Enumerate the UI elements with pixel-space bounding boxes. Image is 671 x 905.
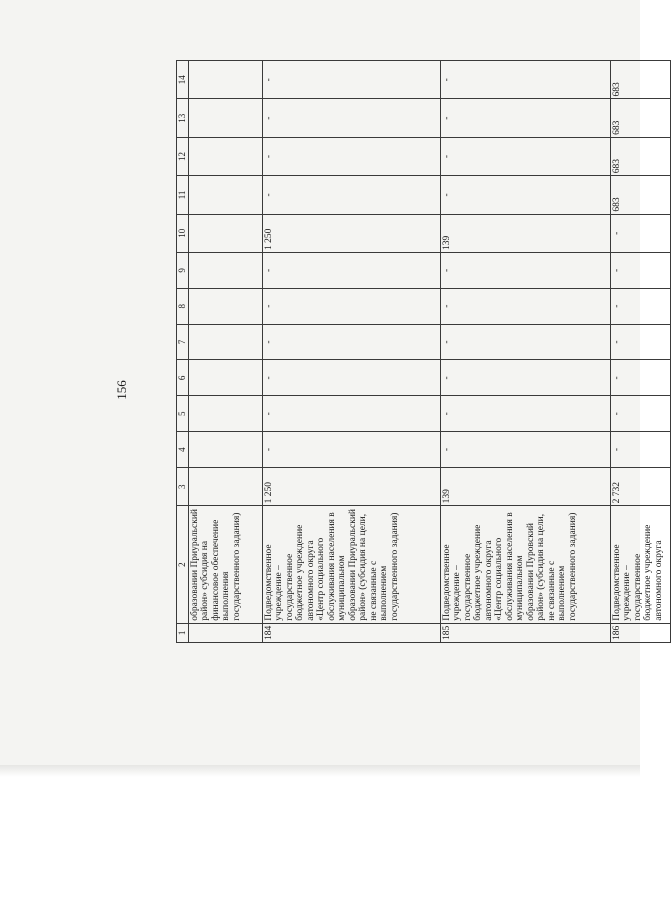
col-header-4: 4 — [177, 432, 189, 468]
cell-col-13: 683 — [610, 99, 670, 137]
cell-col-8: - — [440, 288, 610, 324]
col-header-7: 7 — [177, 324, 189, 360]
cell-col-4: - — [440, 432, 610, 468]
cell-col-14 — [188, 61, 262, 100]
cell-col-13: - — [440, 99, 610, 137]
cell-col-4 — [188, 432, 262, 468]
rotated-page — [80, 60, 664, 720]
col-header-11: 11 — [177, 176, 189, 214]
cell-col-14: 683 — [610, 61, 670, 100]
cell-col-6: - — [440, 360, 610, 396]
cell-col-6 — [188, 360, 262, 396]
cell-col-11: - — [440, 176, 610, 214]
cell-col-10: 1 250 — [262, 214, 440, 252]
cell-col-8: - — [262, 288, 440, 324]
col-header-6: 6 — [177, 360, 189, 396]
col-header-5: 5 — [177, 396, 189, 432]
row-number: 186 — [610, 623, 670, 642]
table-row — [188, 61, 262, 643]
row-number — [188, 623, 262, 642]
cell-col-3: 139 — [440, 468, 610, 506]
cell-col-9: - — [262, 252, 440, 288]
page-number: 156 — [114, 380, 129, 400]
cell-col-12: - — [262, 137, 440, 175]
col-header-1: 1 — [177, 623, 189, 642]
cell-col-12: 683 — [610, 137, 670, 175]
col-header-12: 12 — [177, 137, 189, 175]
cell-col-3 — [188, 468, 262, 506]
cell-col-6: - — [610, 360, 670, 396]
cell-col-9: - — [440, 252, 610, 288]
cell-col-6: - — [262, 360, 440, 396]
cell-col-7: - — [440, 324, 610, 360]
cell-col-5: - — [262, 396, 440, 432]
cell-col-13 — [188, 99, 262, 137]
cell-col-14: - — [262, 61, 440, 100]
cell-col-12 — [188, 137, 262, 175]
row-name: Подведомственное учреждение – государственное бюджетное учреждение автономного округа «Центр социального обслуживания населения в муниципальном образовании Пуровский район» (субсидия на цели, не связанные с выполнением государственного задания) — [440, 506, 610, 623]
col-header-10: 10 — [177, 214, 189, 252]
cell-col-7: - — [262, 324, 440, 360]
cell-col-4: - — [262, 432, 440, 468]
cell-col-4: - — [610, 432, 670, 468]
cell-col-12: - — [440, 137, 610, 175]
cell-col-14: - — [440, 61, 610, 100]
row-number: 184 — [262, 623, 440, 642]
table-row — [610, 61, 670, 643]
cell-col-5: - — [440, 396, 610, 432]
cell-col-8 — [188, 288, 262, 324]
cell-col-11: 683 — [610, 176, 670, 214]
budget-table — [176, 60, 671, 643]
cell-col-9: - — [610, 252, 670, 288]
cell-col-3: 1 250 — [262, 468, 440, 506]
col-header-3: 3 — [177, 468, 189, 506]
col-header-9: 9 — [177, 252, 189, 288]
row-name: образовании Приуральский район» субсидия на финансовое обеспечение выполнения государственного задания) — [188, 506, 262, 623]
cell-col-13: - — [262, 99, 440, 137]
cell-col-5: - — [610, 396, 670, 432]
column-number-row — [177, 61, 189, 643]
cell-col-10 — [188, 214, 262, 252]
col-header-13: 13 — [177, 99, 189, 137]
cell-col-9 — [188, 252, 262, 288]
table-row — [440, 61, 610, 643]
cell-col-10: - — [610, 214, 670, 252]
cell-col-8: - — [610, 288, 670, 324]
cell-col-3: 2 732 — [610, 468, 670, 506]
paper-edge — [0, 765, 640, 777]
col-header-2: 2 — [177, 506, 189, 623]
cell-col-7: - — [610, 324, 670, 360]
cell-col-5 — [188, 396, 262, 432]
row-name: Подведомственное учреждение – государственное бюджетное учреждение автономного округа «Центр социального обслуживания населения в муниципальном образовании Приуральский район» (субсидия на цели, не связанные с выполнением государственного задания) — [262, 506, 440, 623]
cell-col-11: - — [262, 176, 440, 214]
cell-col-10: 139 — [440, 214, 610, 252]
row-name: Подведомственное учреждение – государственное бюджетное учреждение автономного округа — [610, 506, 670, 623]
table-row — [262, 61, 440, 643]
cell-col-11 — [188, 176, 262, 214]
row-number: 185 — [440, 623, 610, 642]
cell-col-7 — [188, 324, 262, 360]
col-header-14: 14 — [177, 61, 189, 100]
col-header-8: 8 — [177, 288, 189, 324]
